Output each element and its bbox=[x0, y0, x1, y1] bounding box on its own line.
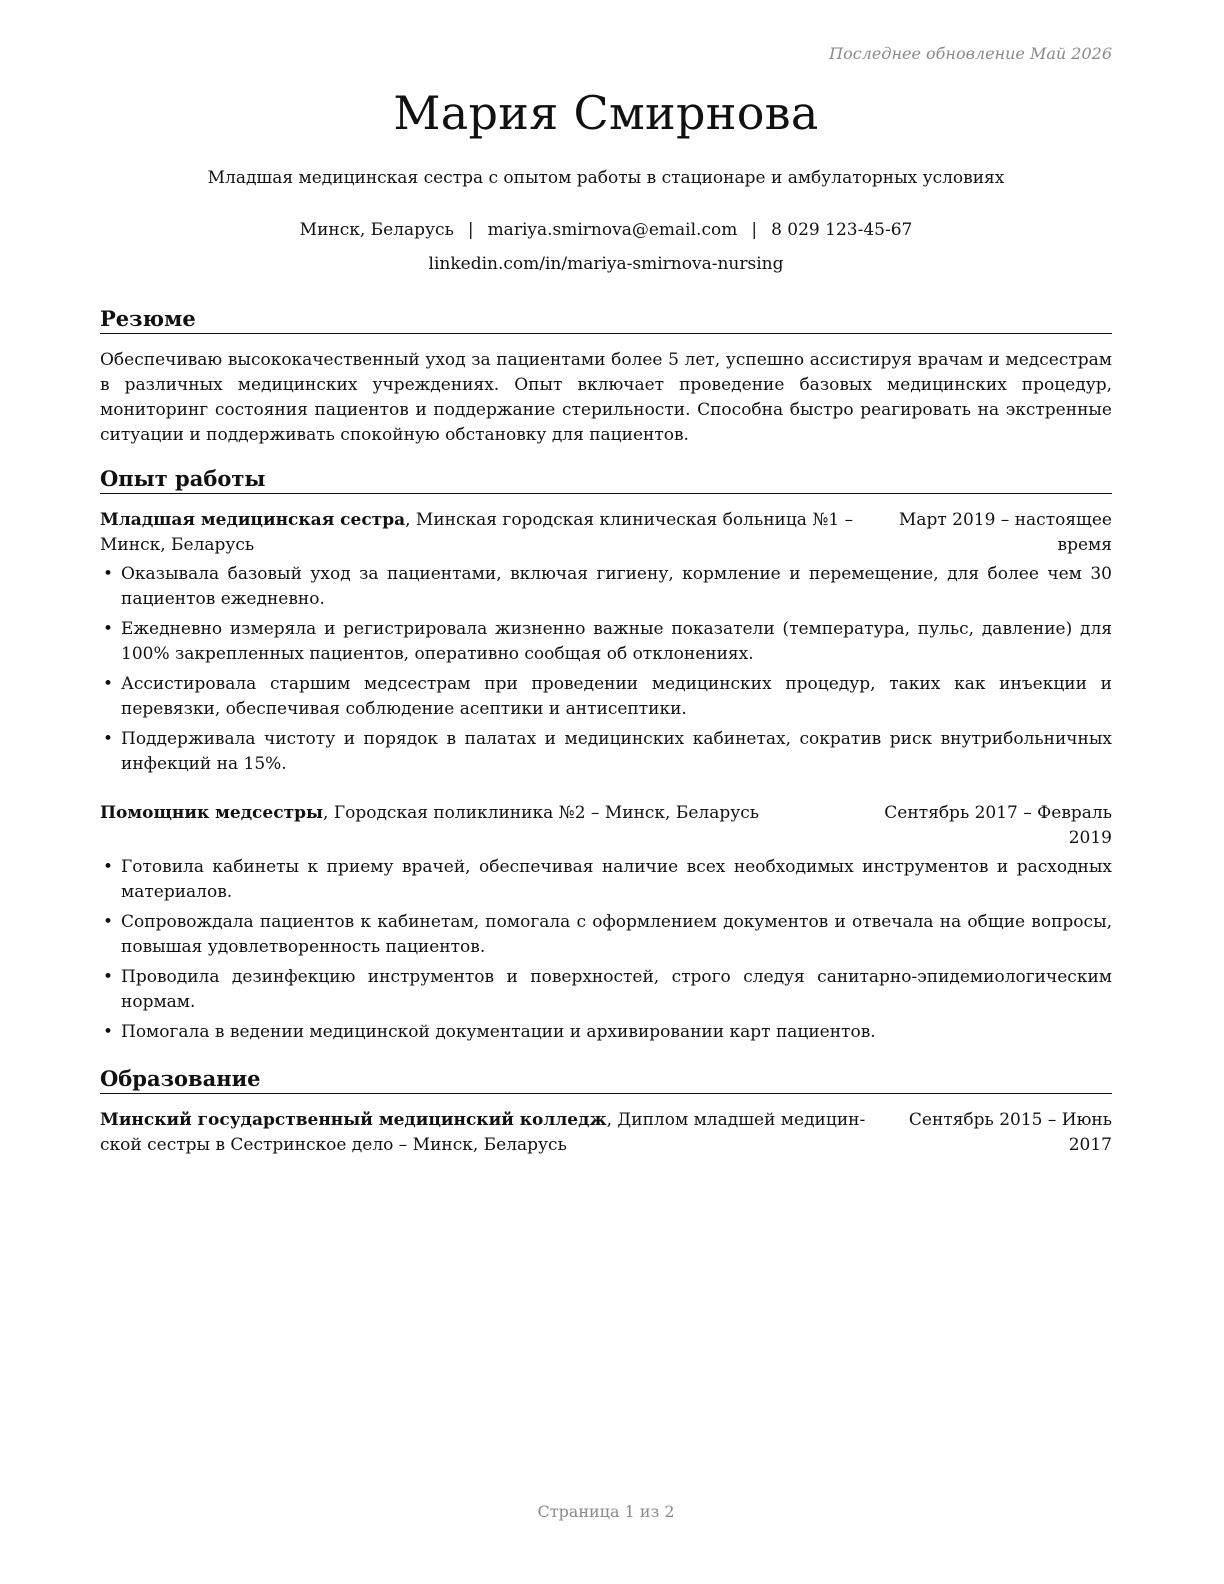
bullet-icon: • bbox=[103, 967, 114, 987]
resume-page bbox=[100, 0, 1112, 1584]
list-item bbox=[100, 617, 1112, 667]
bullet-icon: • bbox=[103, 674, 114, 694]
summary-text: Обеспечиваю высококачественный уход за пациентами более 5 лет, успешно ассистируя врачам и медсестрам в различных медицинских учреждениях. Опыт включает проведение базовых медицинских процедур, мониторинг состояния пациентов и поддержание стерильности. Способна быстро реагировать на экстренные ситуации и поддерживать спокойную обстановку для пациентов. bbox=[100, 350, 1112, 445]
job-header bbox=[100, 508, 1112, 558]
job-role: Помощник медсестры bbox=[100, 803, 324, 823]
email-link[interactable]: mariya.smirnova@email.com bbox=[487, 220, 738, 240]
bullet-text: Поддерживала чистоту и порядок в палатах и медицинских кабинетах, сократив риск внутрибольничных инфекций на 15%. bbox=[121, 729, 1112, 774]
bullet-text: Помогала в ведении медицинской документации и архивировании карт пациентов. bbox=[121, 1022, 876, 1042]
bullet-icon: • bbox=[103, 729, 114, 749]
job-role: Младшая медицинская сестра bbox=[100, 510, 406, 530]
education-title-line bbox=[100, 1108, 880, 1158]
tagline: Младшая медицинская сестра с опытом работы в стационаре и амбулаторных условиях bbox=[207, 168, 1005, 188]
education-entry bbox=[100, 1108, 1112, 1158]
bullet-icon: • bbox=[103, 912, 114, 932]
list-item bbox=[100, 965, 1112, 1015]
education-details: , Диплом младшей медицин- bbox=[606, 1110, 866, 1130]
bullet-text: Готовила кабинеты к приему врачей, обеспечивая наличие всех необходимых инструментов и расходных материалов. bbox=[121, 857, 1112, 902]
job-bullet-list bbox=[100, 562, 1112, 782]
job-header bbox=[100, 801, 1112, 851]
list-item bbox=[100, 1020, 1112, 1045]
job-bullet-list bbox=[100, 855, 1112, 1050]
phone: 8 029 123-45-67 bbox=[771, 220, 913, 240]
last-updated: Последнее обновление Май 2026 bbox=[829, 44, 1112, 63]
bullet-text: Сопровождала пациентов к кабинетам, помогала с оформлением документов и отвечала на общие вопросы, повышая удовлетворенность пациентов. bbox=[121, 912, 1112, 957]
bullet-text: Оказывала базовый уход за пациентами, включая гигиену, кормление и перемещение, для более чем 30 пациентов ежедневно. bbox=[121, 564, 1112, 609]
job-title-line bbox=[100, 508, 880, 558]
education-dates-line1: Сентябрь 2015 – Июнь bbox=[908, 1110, 1112, 1130]
job-dates bbox=[899, 508, 1112, 558]
education-dates bbox=[909, 1108, 1112, 1158]
candidate-name: Мария Смирнова bbox=[393, 86, 819, 140]
bullet-icon: • bbox=[103, 1022, 114, 1042]
list-item bbox=[100, 727, 1112, 777]
section-title-summary: Резюме bbox=[100, 306, 1112, 334]
bullet-text: Ежедневно измеряла и регистрировала жизненно важные показатели (температура, пульс, давление) для 100% закрепленных пациентов, оперативно сообщая об отклонениях. bbox=[121, 619, 1112, 664]
job-location: Минск, Беларусь bbox=[100, 535, 255, 555]
list-item bbox=[100, 910, 1112, 960]
bullet-text: Проводила дезинфекцию инструментов и поверхностей, строго следуя санитарно-эпидемиологическим нормам. bbox=[121, 967, 1112, 1012]
job-title-line bbox=[100, 801, 860, 826]
job-dates-line1: Март 2019 – настоящее bbox=[898, 510, 1112, 530]
section-title-education: Образование bbox=[100, 1066, 1112, 1094]
job-employer: , Городская поликлиника №2 – Минск, Беларусь bbox=[323, 803, 759, 823]
list-item bbox=[100, 855, 1112, 905]
job-dates-line2: время bbox=[1057, 535, 1112, 555]
separator: | bbox=[751, 220, 758, 240]
bullet-icon: • bbox=[103, 564, 114, 584]
job-dates-line1: Сентябрь 2017 – Февраль bbox=[884, 803, 1112, 823]
job-dates-line2: 2019 bbox=[1068, 828, 1112, 848]
education-details: ской сестры в Сестринское дело – Минск, Беларусь bbox=[100, 1135, 567, 1155]
list-item bbox=[100, 672, 1112, 722]
bullet-text: Ассистировала старшим медсестрам при проведении медицинских процедур, таких как инъекции и перевязки, обеспечивая соблюдение асептики и антисептики. bbox=[121, 674, 1112, 719]
education-institution: Минский государственный медицинский колледж bbox=[100, 1110, 607, 1130]
bullet-icon: • bbox=[103, 857, 114, 877]
page-number: Страница 1 из 2 bbox=[537, 1502, 675, 1521]
section-title-experience: Опыт работы bbox=[100, 466, 1112, 494]
education-dates-line2: 2017 bbox=[1068, 1135, 1112, 1155]
list-item bbox=[100, 562, 1112, 612]
contact-line bbox=[100, 220, 1112, 240]
separator: | bbox=[467, 220, 474, 240]
location: Минск, Беларусь bbox=[299, 220, 454, 240]
bullet-icon: • bbox=[103, 619, 114, 639]
job-dates bbox=[884, 801, 1112, 851]
job-employer: , Минская городская клиническая больница №1 – bbox=[405, 510, 854, 530]
linkedin-link[interactable]: linkedin.com/in/mariya-smirnova-nursing bbox=[428, 254, 784, 274]
